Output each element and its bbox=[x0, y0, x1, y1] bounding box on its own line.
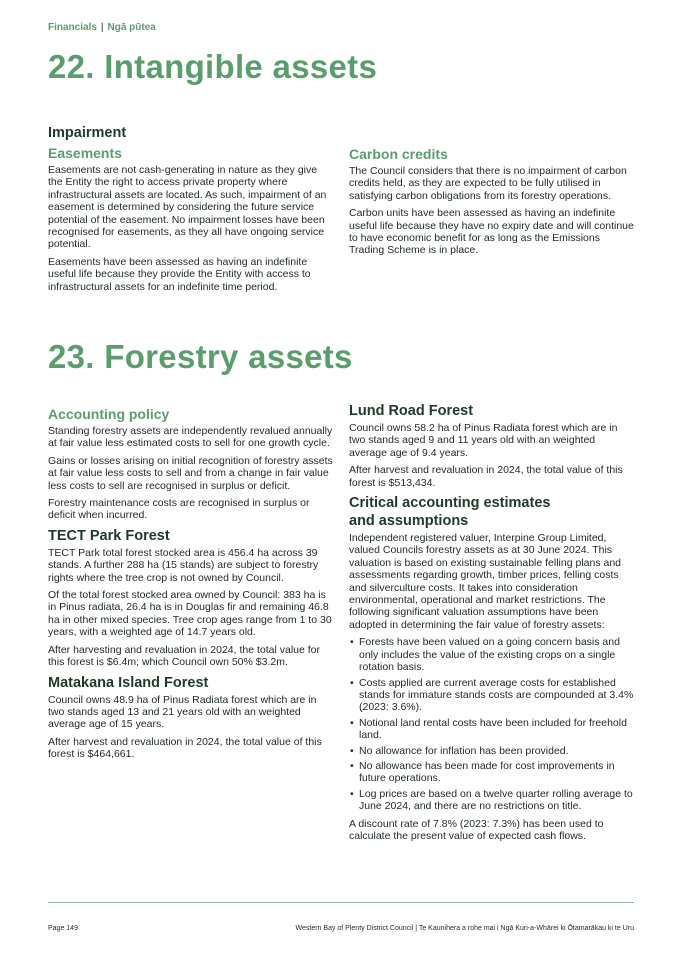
critical-estimates-heading-line-1: Critical accounting estimates bbox=[349, 495, 551, 512]
lund-road-paragraph-1: Council owns 58.2 ha of Pinus Radiata forest which are in two stands aged 9 and 11 years old with an weighted average age of 9.4 years. bbox=[349, 422, 618, 459]
page-number: Page 149 bbox=[48, 925, 78, 932]
assumption-item: • No allowance has been made for cost improvements in future operations. bbox=[349, 760, 634, 785]
breadcrumb-separator: | bbox=[100, 22, 104, 33]
carbon-credits-column bbox=[349, 145, 634, 262]
breadcrumb-subsection: Ngā pūtea bbox=[107, 22, 156, 33]
assumption-item: • Costs applied are current average costs for established stands for immature stands costs are compounded at 3.4% (2023: 3.6%). bbox=[349, 677, 634, 714]
accounting-policy-paragraph-1: Standing forestry assets are independently revalued annually at fair value less estimated costs to sell for one growth cycle. bbox=[48, 425, 333, 450]
footer-organisation: Western Bay of Plenty District Council | Te Kaunihera a rohe mai i Ngā Kuri-a-Whārei ki Ōtamarākau ki te Uru bbox=[295, 925, 634, 932]
assumption-item: • No allowance for inflation has been provided. bbox=[349, 745, 634, 757]
assumption-item: • Forests have been valued on a going concern basis and only includes the value of the existing crops on a single rotation basis. bbox=[349, 636, 634, 673]
accounting-policy-paragraph-3: Forestry maintenance costs are recognised in surplus or deficit when incurred. bbox=[48, 497, 310, 522]
easements-paragraph-2: Easements have been assessed as having an indefinite useful life because they provide the Entity with access to infrastructural assets for an indefinite time period. bbox=[48, 255, 311, 293]
forestry-right-column bbox=[349, 402, 634, 847]
matakana-paragraph-2: After harvest and revaluation in 2024, the total value of this forest is $464,661. bbox=[48, 735, 322, 761]
tect-park-paragraph-2: Of the total forest stocked area owned by Council: 383 ha is in Pinus radiata, 26.4 ha is in Douglas fir and remaining 46.8 ha in other mixed species. Tree crop ages range from 1 to 30 years, with a weighted age of 14.7 years old. bbox=[48, 589, 332, 639]
lund-road-paragraph-2: After harvest and revaluation in 2024, the total value of this forest is $513,434. bbox=[349, 464, 623, 489]
lund-road-heading: Lund Road Forest bbox=[349, 403, 474, 419]
critical-estimates-paragraph-2: A discount rate of 7.8% (2023: 7.3%) has been used to calculate the present value of expected cash flows. bbox=[349, 817, 604, 842]
accounting-policy-paragraph-2: Gains or losses arising on initial recognition of forestry assets at fair value less costs to sell and from a change in fair value less costs to sell are recognised in surplus or deficit. bbox=[48, 454, 333, 492]
carbon-credits-paragraph-2: Carbon units have been assessed as having an indefinite useful life because they have no expiry date and will continue to have economic benefit for as long as the Emissions Trading Scheme is in place. bbox=[349, 207, 634, 257]
easements-heading: Easements bbox=[48, 145, 122, 161]
critical-estimates-heading bbox=[349, 494, 634, 530]
carbon-credits-paragraph-1: The Council considers that there is no impairment of carbon credits held, as they are expected to be fully utilised in satisfying carbon obligations from its forestry operations. bbox=[349, 165, 627, 202]
assumption-item: • Log prices are based on a twelve quarter rolling average to June 2024, and there are no restrictions on title. bbox=[349, 788, 634, 813]
critical-estimates-heading-line-2: and assumptions bbox=[349, 513, 469, 530]
carbon-credits-heading: Carbon credits bbox=[349, 146, 448, 162]
assumption-item: • Notional land rental costs have been included for freehold land. bbox=[349, 717, 634, 742]
assumptions-list bbox=[349, 636, 634, 812]
tect-park-paragraph-1: TECT Park total forest stocked area is 456.4 ha across 39 stands. A further 288 ha (15 stands) are subject to forestry rights where the tree crop is not owned by Council. bbox=[48, 546, 319, 584]
footer-divider bbox=[48, 902, 634, 903]
tect-park-heading: TECT Park Forest bbox=[48, 527, 170, 544]
section-22-title: 22. Intangible assets bbox=[48, 48, 378, 85]
critical-estimates-paragraph-1: Independent registered valuer, Interpine Group Limited, valued Councils forestry assets as at 30 June 2024. This valuation is based on existing sustainable felling plans and assessments regarding growth, timber prices, felling costs and silverculture costs. It takes into consideration environmental, operational and market restrictions. The following significant valuation assumptions have been adopted in determining the fair value of forestry assets: bbox=[349, 532, 622, 631]
impairment-heading: Impairment bbox=[48, 125, 127, 141]
breadcrumb bbox=[48, 22, 156, 33]
matakana-heading: Matakana Island Forest bbox=[48, 674, 209, 691]
easements-paragraph-1: Easements are not cash-generating in nature as they give the Entity the right to access private property where infrastructural assets are located. As such, impairment of an easement is determined by considering the future service potential of the easement. No impairment losses have been recognised for easements, as they all have ongoing service potential. bbox=[48, 164, 327, 251]
matakana-paragraph-1: Council owns 48.9 ha of Pinus Radiata forest which are in two stands aged 13 and 21 years old with an weighted average age of 15 years. bbox=[48, 693, 317, 731]
forestry-left-column bbox=[48, 405, 333, 766]
easements-column bbox=[48, 124, 333, 298]
accounting-policy-heading: Accounting policy bbox=[48, 406, 170, 422]
section-23-title: 23. Forestry assets bbox=[48, 338, 353, 375]
tect-park-paragraph-3: After harvesting and revaluation in 2024, the total value for this forest is $6.4m; which Council own 50% $3.2m. bbox=[48, 643, 321, 669]
breadcrumb-section: Financials bbox=[48, 22, 97, 33]
